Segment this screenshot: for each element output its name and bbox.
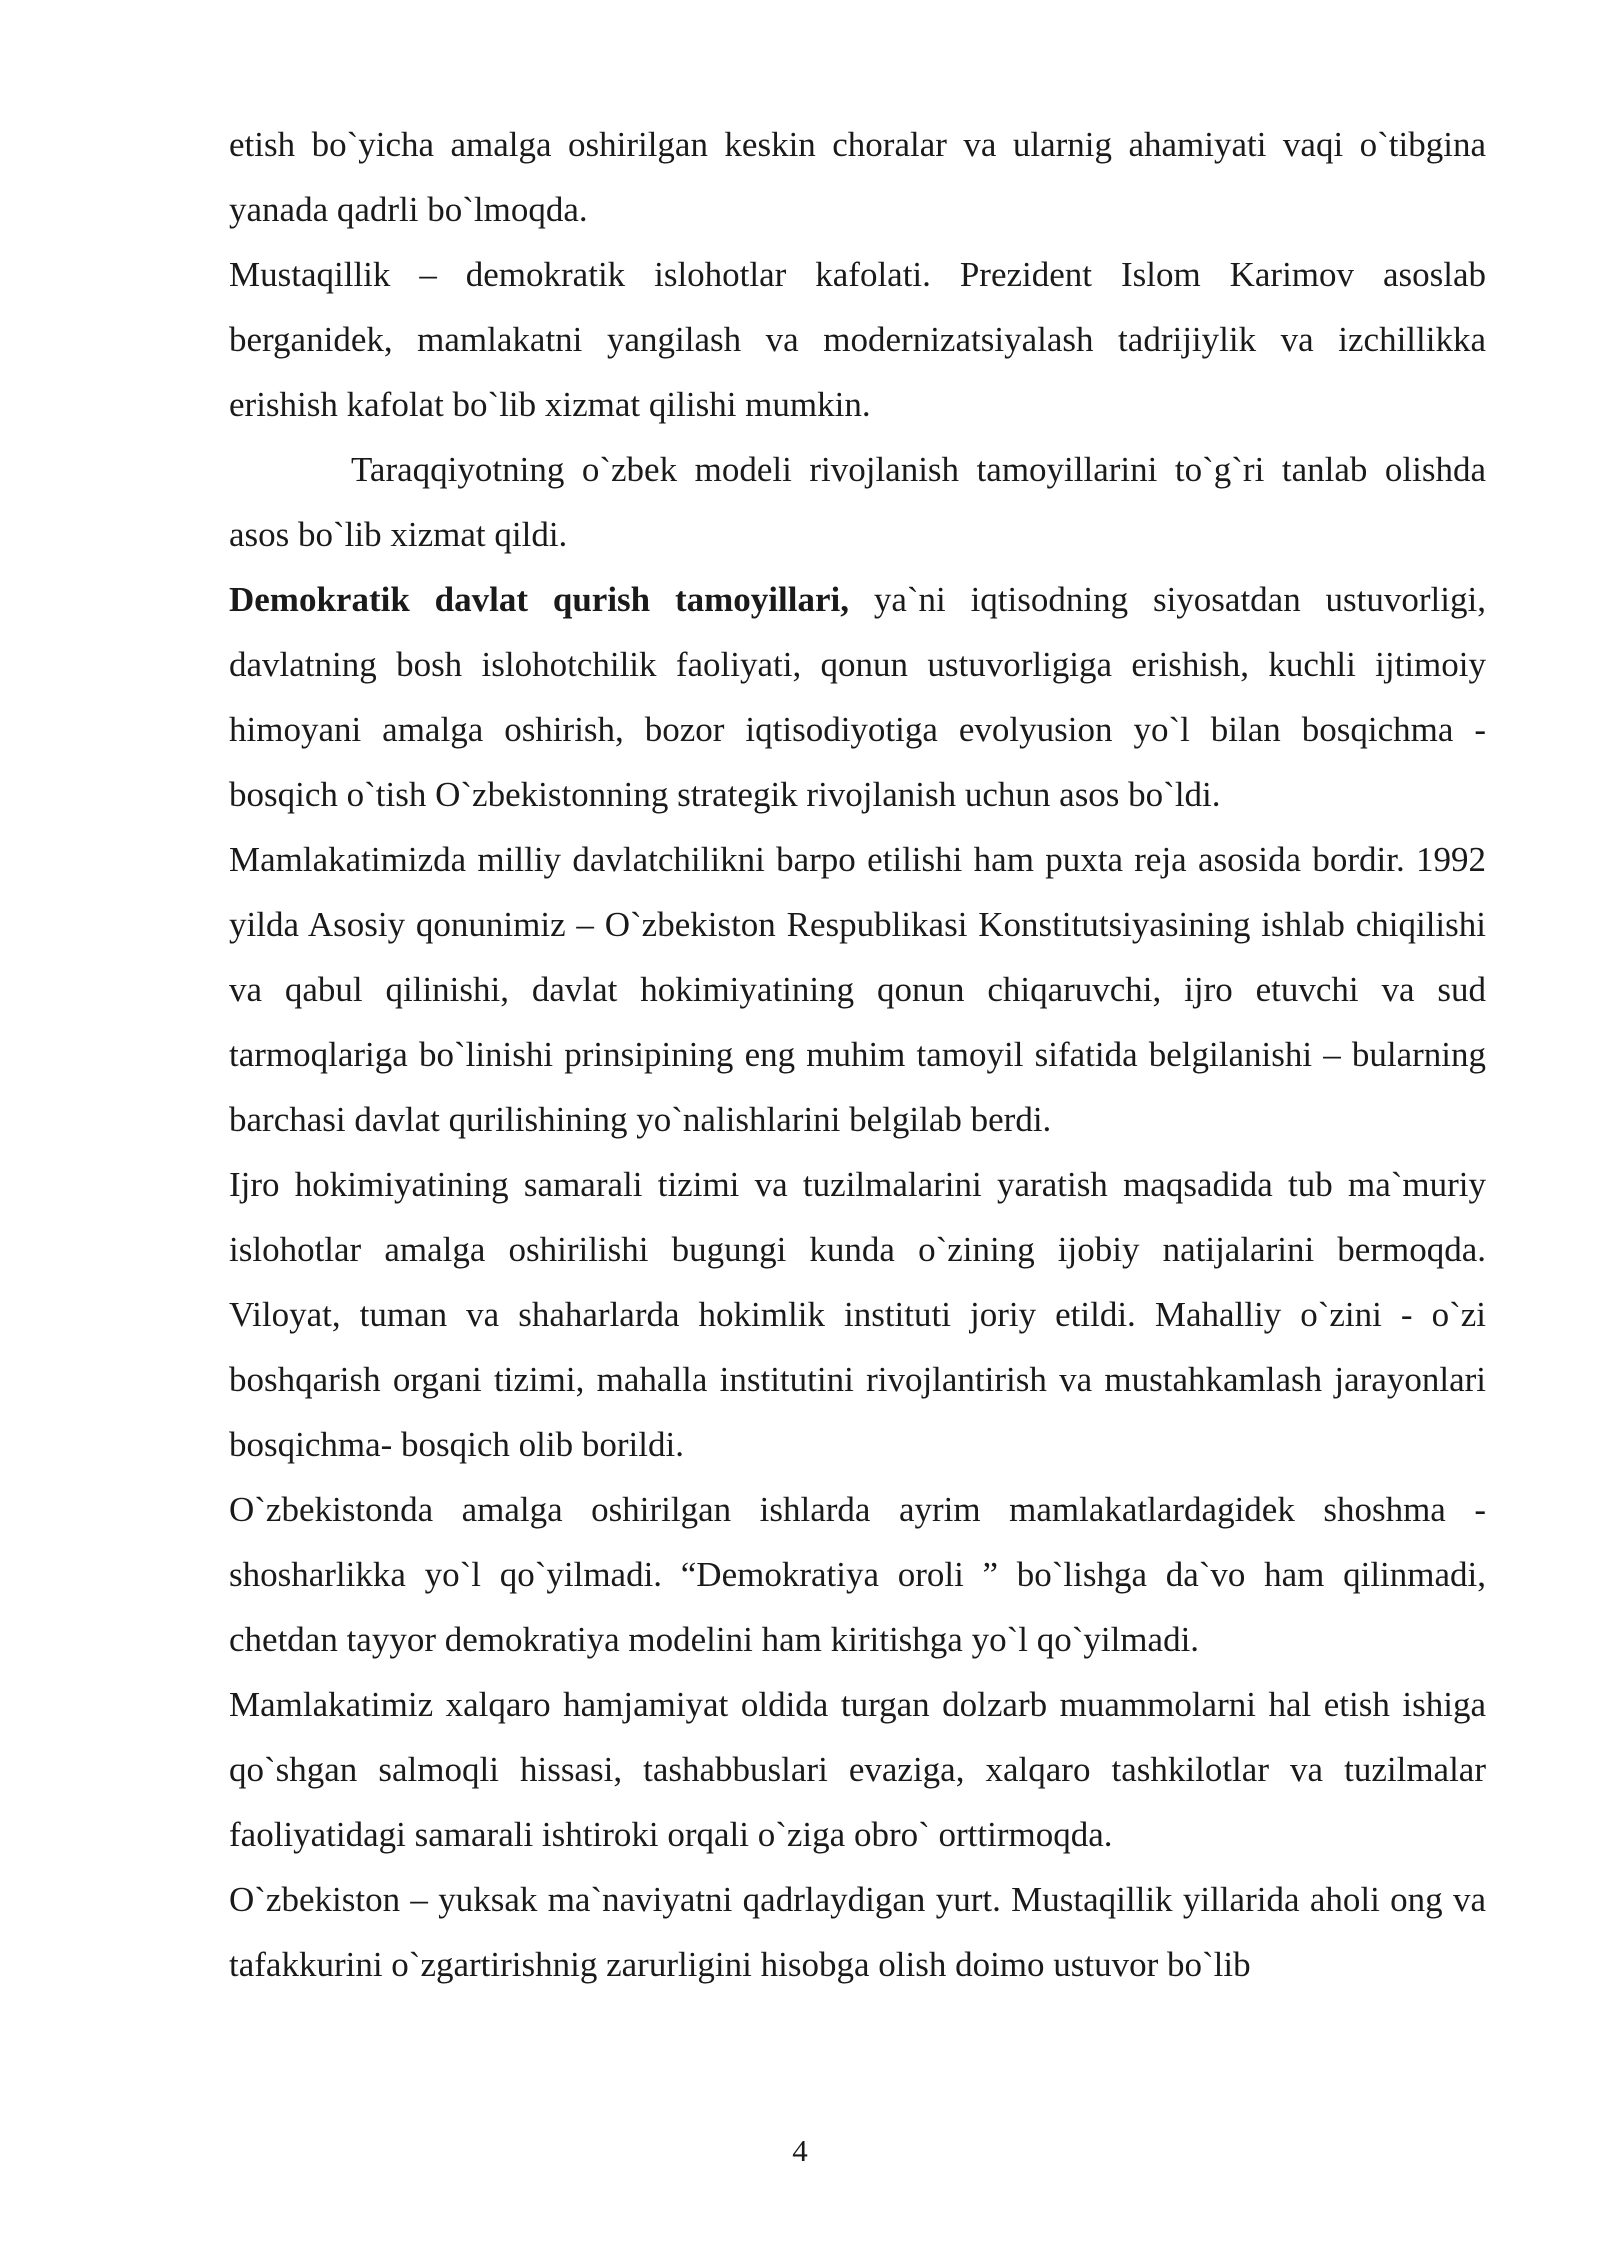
page-number: 4 [792,2133,808,2168]
paragraph-5 [229,827,1486,1152]
paragraph-3 [229,437,1486,567]
paragraph-1 [229,112,1486,242]
paragraph-6-text: Ijro hokimiyatining samarali tizimi va tuzilmalarini yaratish maqsadida tub ma`muriy islohotlar amalga oshirilishi bugungi kunda o`zining ijobiy natijalarini bermoqda. Viloyat, tuman va shaharlarda hokimlik instituti joriy etildi. Mahalliy o`zini - o`zi boshqarish organi tizimi, mahalla institutini rivojlantirish va mustahkamlash jarayonlari bosqichma- bosqich olib borildi. [229,1165,1486,1464]
paragraph-8-text: Mamlakatimiz xalqaro hamjamiyat oldida turgan dolzarb muammolarni hal etish ishiga qo`shgan salmoqli hissasi, tashabbuslari evaziga, xalqaro tashkilotlar va tuzilmalar faoliyatidagi samarali ishtiroki orqali o`ziga obro` orttirmoqda. [229,1685,1486,1854]
paragraph-5-text: Mamlakatimizda milliy davlatchilikni barpo etilishi ham puxta reja asosida bordir. 1992 yilda Asosiy qonunimiz – O`zbekiston Respublikasi Konstitutsiyasining ishlab chiqilishi va qabul qilinishi, davlat hokimiyatining qonun chiqaruvchi, ijro etuvchi va sud tarmoqlariga bo`linishi prinsipining eng muhim tamoyil sifatida belgilanishi – bularning barchasi davlat qurilishining yo`nalishlarini belgilab berdi. [229,840,1486,1139]
paragraph-2 [229,242,1486,437]
paragraph-6 [229,1152,1486,1477]
document-page [229,112,1486,1997]
paragraph-9-text: O`zbekiston – yuksak ma`naviyatni qadrlaydigan yurt. Mustaqillik yillarida aholi ong va tafakkurini o`zgartirishnig zarurligini hisobga olish doimo ustuvor bo`lib [229,1880,1486,1984]
paragraph-4 [229,567,1486,827]
paragraph-7-text: O`zbekistonda amalga oshirilgan ishlarda ayrim mamlakatlardagidek shoshma - shosharlikka yo`l qo`yilmadi. “Demokratiya oroli ” bo`lishga da`vo ham qilinmadi, chetdan tayyor demokratiya modelini ham kiritishga yo`l qo`yilmadi. [229,1490,1486,1659]
paragraph-1-text: etish bo`yicha amalga oshirilgan keskin choralar va ularnig ahamiyati vaqi o`tibgina yanada qadrli bo`lmoqda. [229,125,1486,229]
paragraph-9 [229,1867,1486,1997]
paragraph-8 [229,1672,1486,1867]
paragraph-7 [229,1477,1486,1672]
paragraph-4-bold-lead: Demokratik davlat qurish tamoyillari, [229,580,849,619]
paragraph-2-text: Mustaqillik – demokratik islohotlar kafolati. Prezident Islom Karimov asoslab berganidek, mamlakatni yangilash va modernizatsiyalash tadrijiylik va izchillikka erishish kafolat bo`lib xizmat qilishi mumkin. [229,255,1486,424]
paragraph-4-text: ya`ni iqtisodning siyosatdan ustuvorligi, davlatning bosh islohotchilik faoliyati, qonun ustuvorligiga erishish, kuchli ijtimoiy himoyani amalga oshirish, bozor iqtisodiyotiga evolyusion yo`l bilan bosqichma - bosqich o`tish O`zbekistonning strategik rivojlanish uchun asos bo`ldi. [229,580,1486,814]
paragraph-3-text: Taraqqiyotning o`zbek modeli rivojlanish tamoyillarini to`g`ri tanlab olishda asos bo`lib xizmat qildi. [229,450,1486,554]
